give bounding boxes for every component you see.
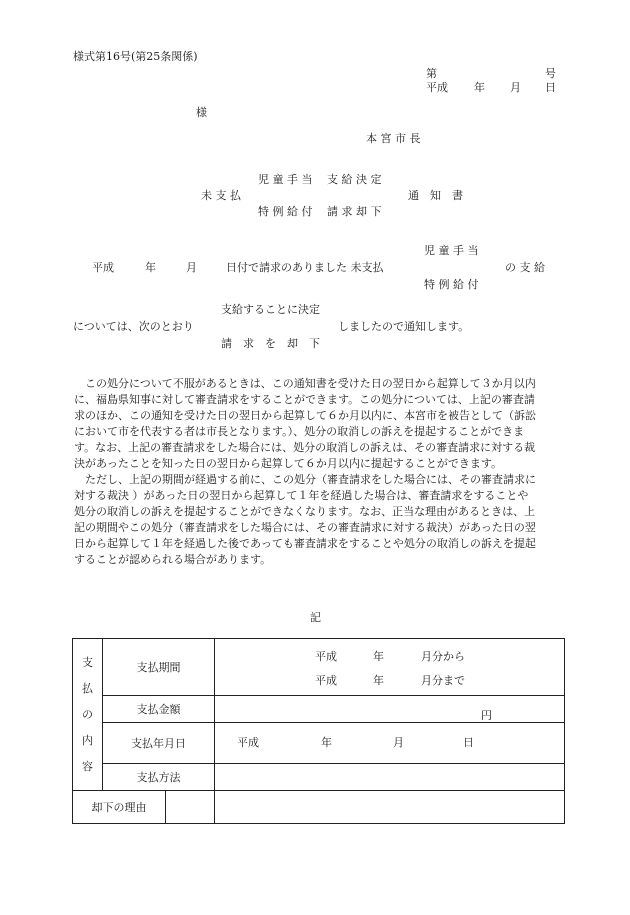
decision-option-1: 支給することに決定: [221, 303, 320, 316]
allowance-option-1: 児 童 手 当: [424, 244, 479, 257]
decision-lead: については、次のとおり: [73, 320, 194, 333]
sender: 本 宮 市 長: [366, 132, 421, 145]
appeal-notice: [74, 376, 558, 568]
shikyu-label: の 支 給: [505, 261, 545, 274]
issue-date-day: 日: [545, 81, 556, 94]
notice-line: この処分について不服があるときは、この通知書を受けた日の翌日から起算して３か月以内: [74, 377, 536, 390]
notice-line: 決があったことを知った日の翌日から起算して６か月以内に提起することができます。: [74, 457, 503, 470]
amount-label: 支払金額: [103, 696, 215, 723]
notice-line: することが認められる場合があります。: [74, 553, 272, 566]
decision-option-2: 請 求 を 却 下: [221, 337, 320, 350]
notice-line: 処分の取消しの訴えを提起することができなくなります。なお、正当な理由があるときは、上: [74, 505, 536, 518]
payment-table: [72, 638, 565, 824]
title-option-1: 児 童 手 当 支 給 決 定: [258, 173, 382, 186]
doc-number-suffix: 号: [545, 67, 556, 80]
payment-date-value[interactable]: 平成 年 月 日: [215, 723, 565, 764]
period-value[interactable]: 平成 年 月分から 平成 年 月分まで: [215, 639, 565, 696]
title-prefix: 未 支 払: [201, 189, 241, 202]
rejection-reason-row: [73, 791, 215, 824]
payment-date-label: 支払年月日: [103, 723, 215, 764]
rejection-value[interactable]: [215, 791, 565, 824]
amount-value[interactable]: 円: [215, 696, 565, 723]
rejection-label: 却下の理由: [73, 791, 166, 823]
notice-line: 対する裁決 ）があった日の翌日から起算して１年を経過した場合は、審査請求をすることや: [74, 489, 529, 502]
notice-line: す。なお、上記の審査請求をした場合には、処分の取消しの訴えは、その審査請求に対する裁: [74, 441, 536, 454]
issue-date-year: 年: [474, 81, 485, 94]
decision-tail: しましたので通知します。: [338, 320, 470, 333]
title-option-2: 特 例 給 付 請 求 却 下: [258, 205, 382, 218]
request-year: 年: [145, 261, 156, 274]
ki-heading: 記: [310, 611, 321, 624]
method-label: 支払方法: [103, 764, 215, 791]
form-number: 様式第16号(第25条関係): [73, 50, 198, 63]
notice-line: 求のほか、この通知を受けた日の翌日から起算して６か月以内に、本宮市を被告として（訴訟: [74, 409, 536, 422]
notice-line: 日から起算して１年を経過した後であっても審査請求をすることや処分の取消しの訴えを提起: [74, 537, 536, 550]
notice-line: ただし、上記の期間が経過する前に、この処分（審査請求をした場合には、その審査請求に: [74, 473, 536, 486]
notice-line: 記の期間やこの処分（審査請求をした場合には、その審査請求に対する裁決）があった日の翌: [74, 521, 536, 534]
title-suffix: 通 知 書: [408, 189, 463, 202]
payment-details-side-label: 支 払 の 内 容: [73, 639, 103, 791]
method-value[interactable]: [215, 764, 565, 791]
notice-line: に、福島県知事に対して審査請求をすることができます。この処分については、上記の審査請: [74, 393, 535, 406]
period-label: 支払期間: [103, 639, 215, 696]
doc-number-prefix: 第: [426, 67, 437, 80]
allowance-option-2: 特 例 給 付: [424, 278, 479, 291]
notice-line: において市を代表する者は市長となります。）、処分の取消しの訴えを提起することができま: [74, 425, 525, 438]
request-day-phrase: 日付で請求のありました 未支払: [226, 261, 384, 274]
recipient-suffix: 様: [196, 106, 207, 119]
request-era: 平成: [92, 261, 114, 274]
request-month: 月: [186, 261, 197, 274]
issue-date-era: 平成: [426, 81, 448, 94]
issue-date-month: 月: [510, 81, 521, 94]
